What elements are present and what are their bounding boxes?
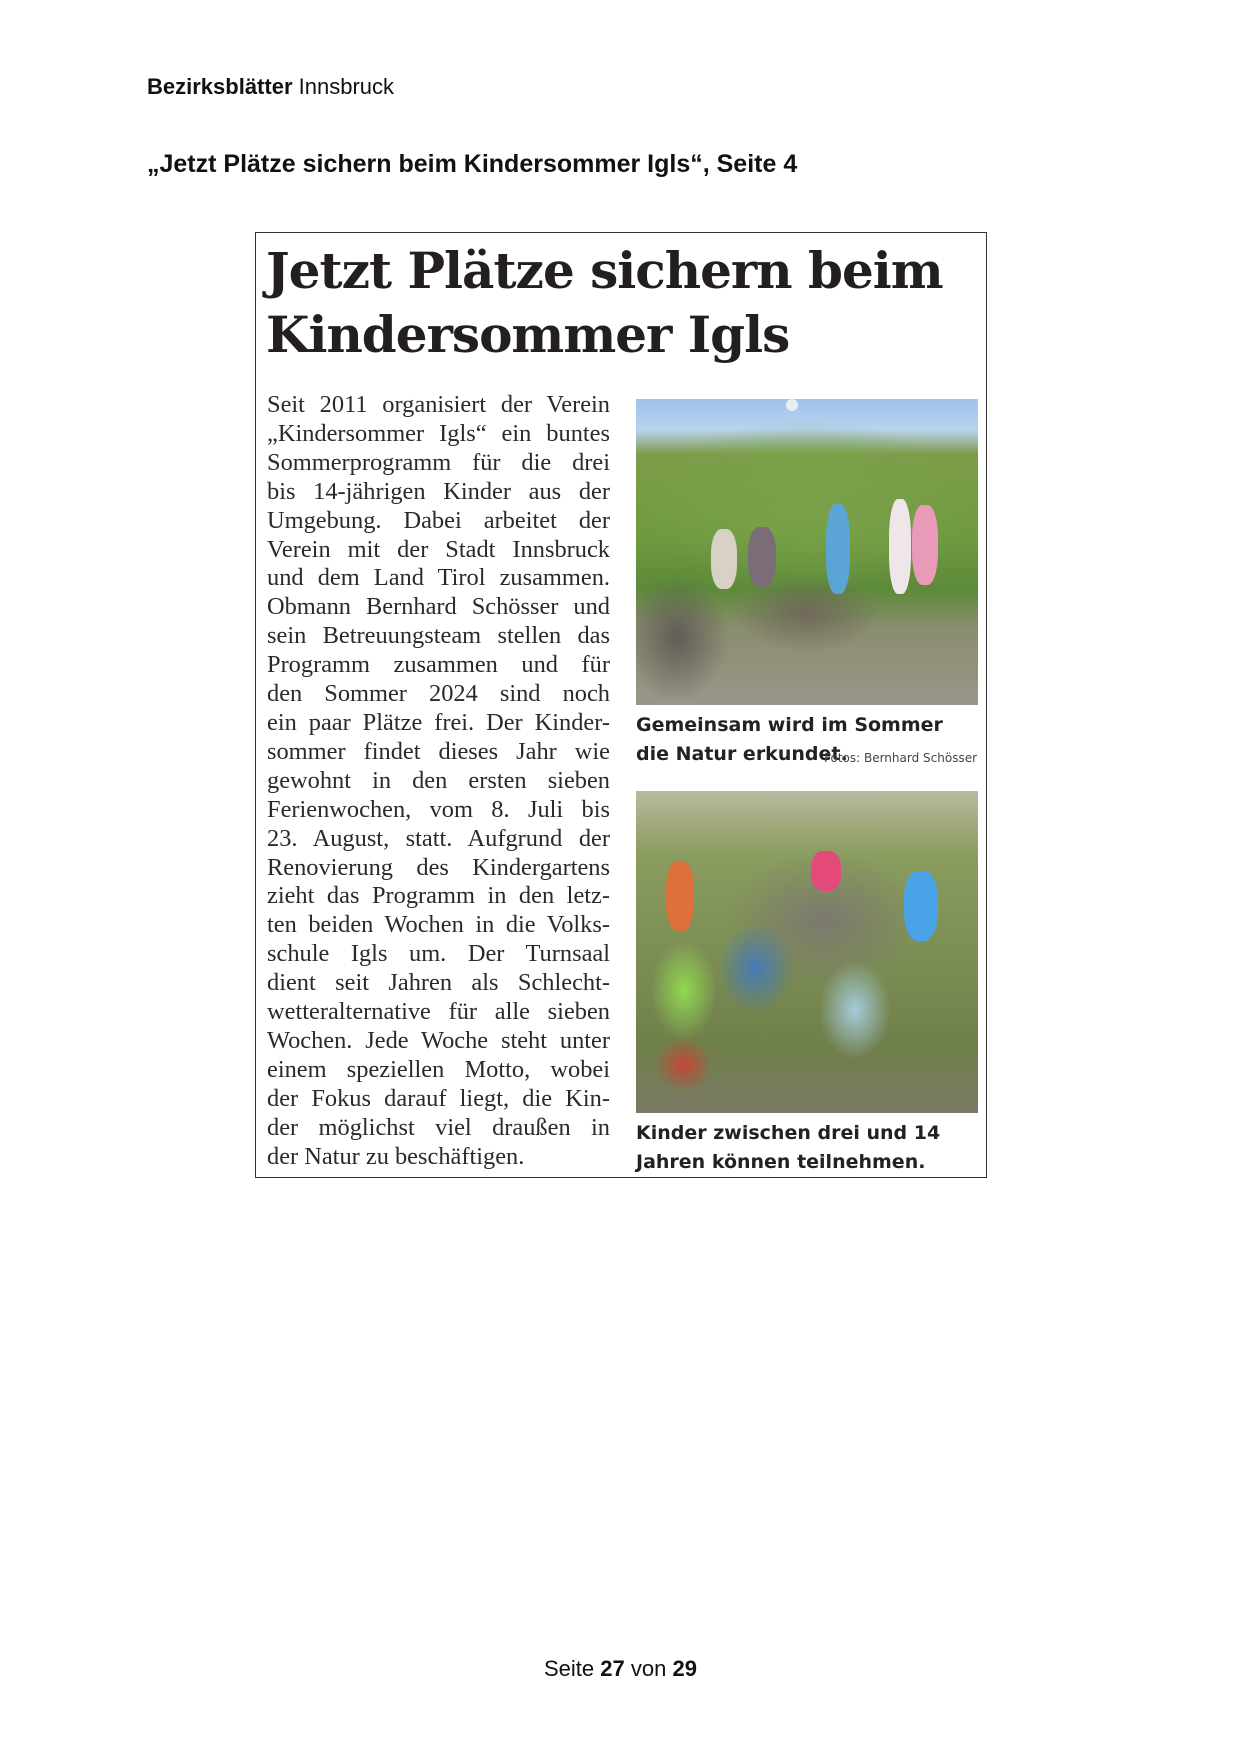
- article-body-line: Obmann Bernhard Schösser und: [267, 593, 610, 621]
- article-body-line: Renovierung des Kindergartens: [267, 853, 610, 881]
- article-headline: Jetzt Plätze sichern beim Kindersommer Igls: [266, 241, 943, 364]
- photo-children-meadow: [636, 791, 978, 1113]
- person-shape: [666, 861, 694, 931]
- page-label: Seite: [544, 1656, 595, 1681]
- article-body-line: 23. August, statt. Aufgrund der: [267, 824, 610, 852]
- article-body-line: bis 14-jährigen Kinder aus der: [267, 477, 610, 505]
- summit-station-shape: [786, 399, 798, 411]
- article-body-line: dient seit Jahren als Schlecht-: [267, 969, 610, 997]
- article-body-line: den Sommer 2024 sind noch: [267, 680, 610, 708]
- publication-header: [147, 74, 394, 100]
- person-shape: [748, 527, 776, 587]
- total-pages: 29: [672, 1656, 697, 1681]
- article-body-line: wetteralternative für alle sieben: [267, 998, 610, 1026]
- publication-name: Bezirksblätter: [147, 74, 293, 99]
- article-body-line: und dem Land Tirol zusammen.: [267, 564, 610, 592]
- person-shape: [912, 505, 938, 585]
- article-body-line: Umgebung. Dabei arbeitet der: [267, 506, 610, 534]
- article-body-line: sommer findet dieses Jahr wie: [267, 737, 610, 765]
- person-shape: [811, 851, 841, 891]
- photo-caption-1: Gemeinsam wird im Sommer die Natur erkundet.: [636, 714, 943, 765]
- article-body-line: der Natur zu beschäftigen.: [267, 1142, 525, 1170]
- article-body-line: zieht das Programm in den letz-: [267, 882, 610, 910]
- article-body-line: Ferienwochen, vom 8. Juli bis: [267, 795, 610, 823]
- person-shape: [711, 529, 737, 589]
- page-separator: von: [630, 1656, 667, 1681]
- article-body-line: „Kindersommer Igls“ ein buntes: [267, 419, 610, 447]
- article-body-line: Programm zusammen und für: [267, 651, 610, 679]
- photo-credit: Fotos: Bernhard Schösser: [824, 751, 978, 765]
- article-body-line: sein Betreuungsteam stellen das: [267, 622, 610, 650]
- document-title: „Jetzt Plätze sichern beim Kindersommer Igls“, Seite 4: [147, 150, 798, 178]
- article-body-line: gewohnt in den ersten sieben: [267, 766, 610, 794]
- article-body-line: Verein mit der Stadt Innsbruck: [267, 535, 610, 563]
- photo-children-mountain: [636, 399, 978, 705]
- article-body-line: schule Igls um. Der Turnsaal: [267, 940, 610, 968]
- article-body-line: Sommerprogramm für die drei: [267, 448, 610, 476]
- article-body-line: ten beiden Wochen in die Volks-: [267, 911, 610, 939]
- article-body-line: einem speziellen Motto, wobei: [267, 1055, 610, 1083]
- article-body-line: ein paar Plätze frei. Der Kinder-: [267, 708, 610, 736]
- current-page-number: 27: [600, 1656, 625, 1681]
- article-body: [267, 391, 610, 1171]
- photo-caption-2: Kinder zwischen drei und 14 Jahren können teilnehmen.: [636, 1122, 941, 1173]
- article-body-line: Wochen. Jede Woche steht unter: [267, 1026, 610, 1054]
- person-shape: [889, 499, 911, 594]
- article-clipping: [255, 232, 987, 1178]
- person-shape: [904, 871, 938, 941]
- article-body-line: der möglichst viel draußen in: [267, 1113, 610, 1141]
- article-body-line: Seit 2011 organisiert der Verein: [267, 391, 610, 418]
- article-body-line: der Fokus darauf liegt, die Kin-: [267, 1084, 610, 1112]
- publication-region: Innsbruck: [298, 74, 395, 99]
- page-footer: [0, 1656, 1241, 1682]
- person-shape: [826, 504, 850, 594]
